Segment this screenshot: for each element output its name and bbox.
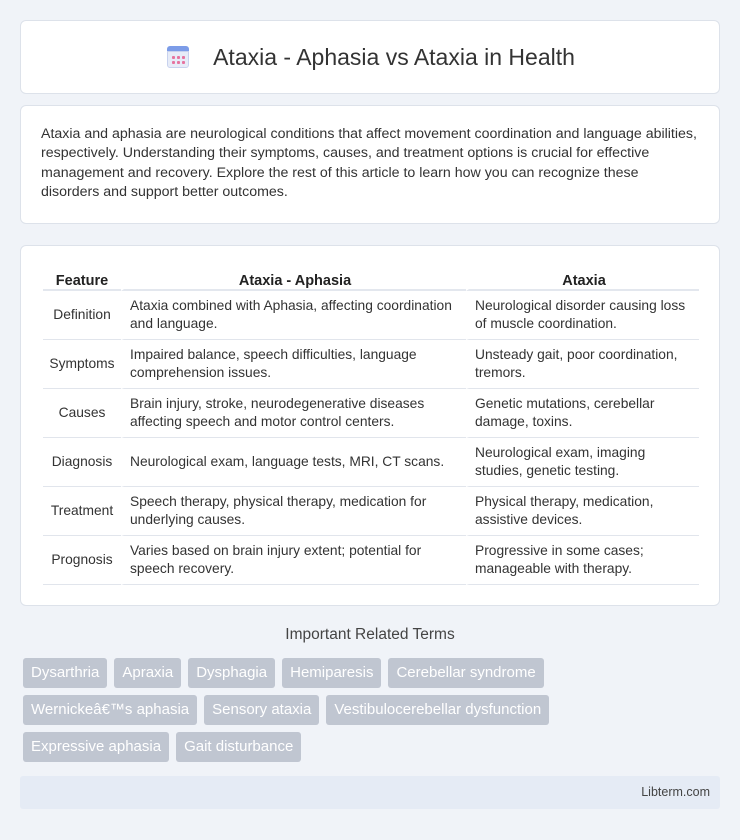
tag-sensory-ataxia[interactable]: Sensory ataxia [204, 695, 319, 725]
row-ataxia: Unsteady gait, poor coordination, tremors. [466, 340, 699, 389]
tag-wernickes-aphasia[interactable]: Wernickeâ€™s aphasia [23, 695, 197, 725]
table-header-row [43, 266, 699, 291]
row-ataxia-aphasia: Neurological exam, language tests, MRI, CT scans. [121, 438, 466, 487]
tag-apraxia[interactable]: Apraxia [114, 658, 181, 688]
row-ataxia-aphasia: Speech therapy, physical therapy, medication for underlying causes. [121, 487, 466, 536]
row-feature: Treatment [43, 487, 121, 536]
row-ataxia-aphasia: Impaired balance, speech difficulties, language comprehension issues. [121, 340, 466, 389]
footer [20, 776, 720, 809]
comparison-table-card [20, 245, 720, 606]
row-ataxia: Neurological disorder causing loss of muscle coordination. [466, 291, 699, 340]
page-title: Ataxia - Aphasia vs Ataxia in Health [213, 43, 575, 70]
related-terms-title: Important Related Terms [285, 626, 455, 643]
header-feature: Feature [43, 266, 121, 291]
header-ataxia: Ataxia [466, 266, 699, 291]
tag-cerebellar-syndrome[interactable]: Cerebellar syndrome [388, 658, 543, 688]
calendar-icon [165, 44, 191, 70]
tag-hemiparesis[interactable]: Hemiparesis [282, 658, 381, 688]
row-feature: Symptoms [43, 340, 121, 389]
tag-expressive-aphasia[interactable]: Expressive aphasia [23, 732, 169, 762]
row-ataxia: Genetic mutations, cerebellar damage, toxins. [466, 389, 699, 438]
header-ataxia-aphasia: Ataxia - Aphasia [121, 266, 466, 291]
table-row [43, 340, 699, 389]
row-ataxia-aphasia: Varies based on brain injury extent; potential for speech recovery. [121, 536, 466, 585]
tag-row [23, 658, 723, 688]
related-terms-list [23, 658, 723, 769]
intro-card [20, 105, 720, 224]
row-ataxia: Progressive in some cases; manageable with therapy. [466, 536, 699, 585]
row-ataxia-aphasia: Brain injury, stroke, neurodegenerative diseases affecting speech and motor control centers. [121, 389, 466, 438]
tag-row [23, 732, 723, 762]
table-row [43, 536, 699, 585]
table-row [43, 389, 699, 438]
row-feature: Definition [43, 291, 121, 340]
row-feature: Diagnosis [43, 438, 121, 487]
header-card [20, 20, 720, 94]
row-feature: Causes [43, 389, 121, 438]
tag-row [23, 695, 723, 725]
row-ataxia-aphasia: Ataxia combined with Aphasia, affecting coordination and language. [121, 291, 466, 340]
intro-text: Ataxia and aphasia are neurological conditions that affect movement coordination and language abilities, respectively. Understanding their symptoms, causes, and treatment options is crucial for effective management and recovery. Explore the rest of this article to learn how you can recognize these disorders and support better outcomes. [41, 126, 697, 200]
tag-dysarthria[interactable]: Dysarthria [23, 658, 107, 688]
table-row [43, 291, 699, 340]
comparison-table [43, 266, 699, 585]
footer-site-link[interactable]: Libterm.com [641, 785, 710, 799]
row-ataxia: Neurological exam, imaging studies, genetic testing. [466, 438, 699, 487]
tag-vestibulocerebellar-dysfunction[interactable]: Vestibulocerebellar dysfunction [326, 695, 549, 725]
table-row [43, 487, 699, 536]
table-row [43, 438, 699, 487]
row-feature: Prognosis [43, 536, 121, 585]
tag-dysphagia[interactable]: Dysphagia [188, 658, 275, 688]
tag-gait-disturbance[interactable]: Gait disturbance [176, 732, 301, 762]
row-ataxia: Physical therapy, medication, assistive devices. [466, 487, 699, 536]
